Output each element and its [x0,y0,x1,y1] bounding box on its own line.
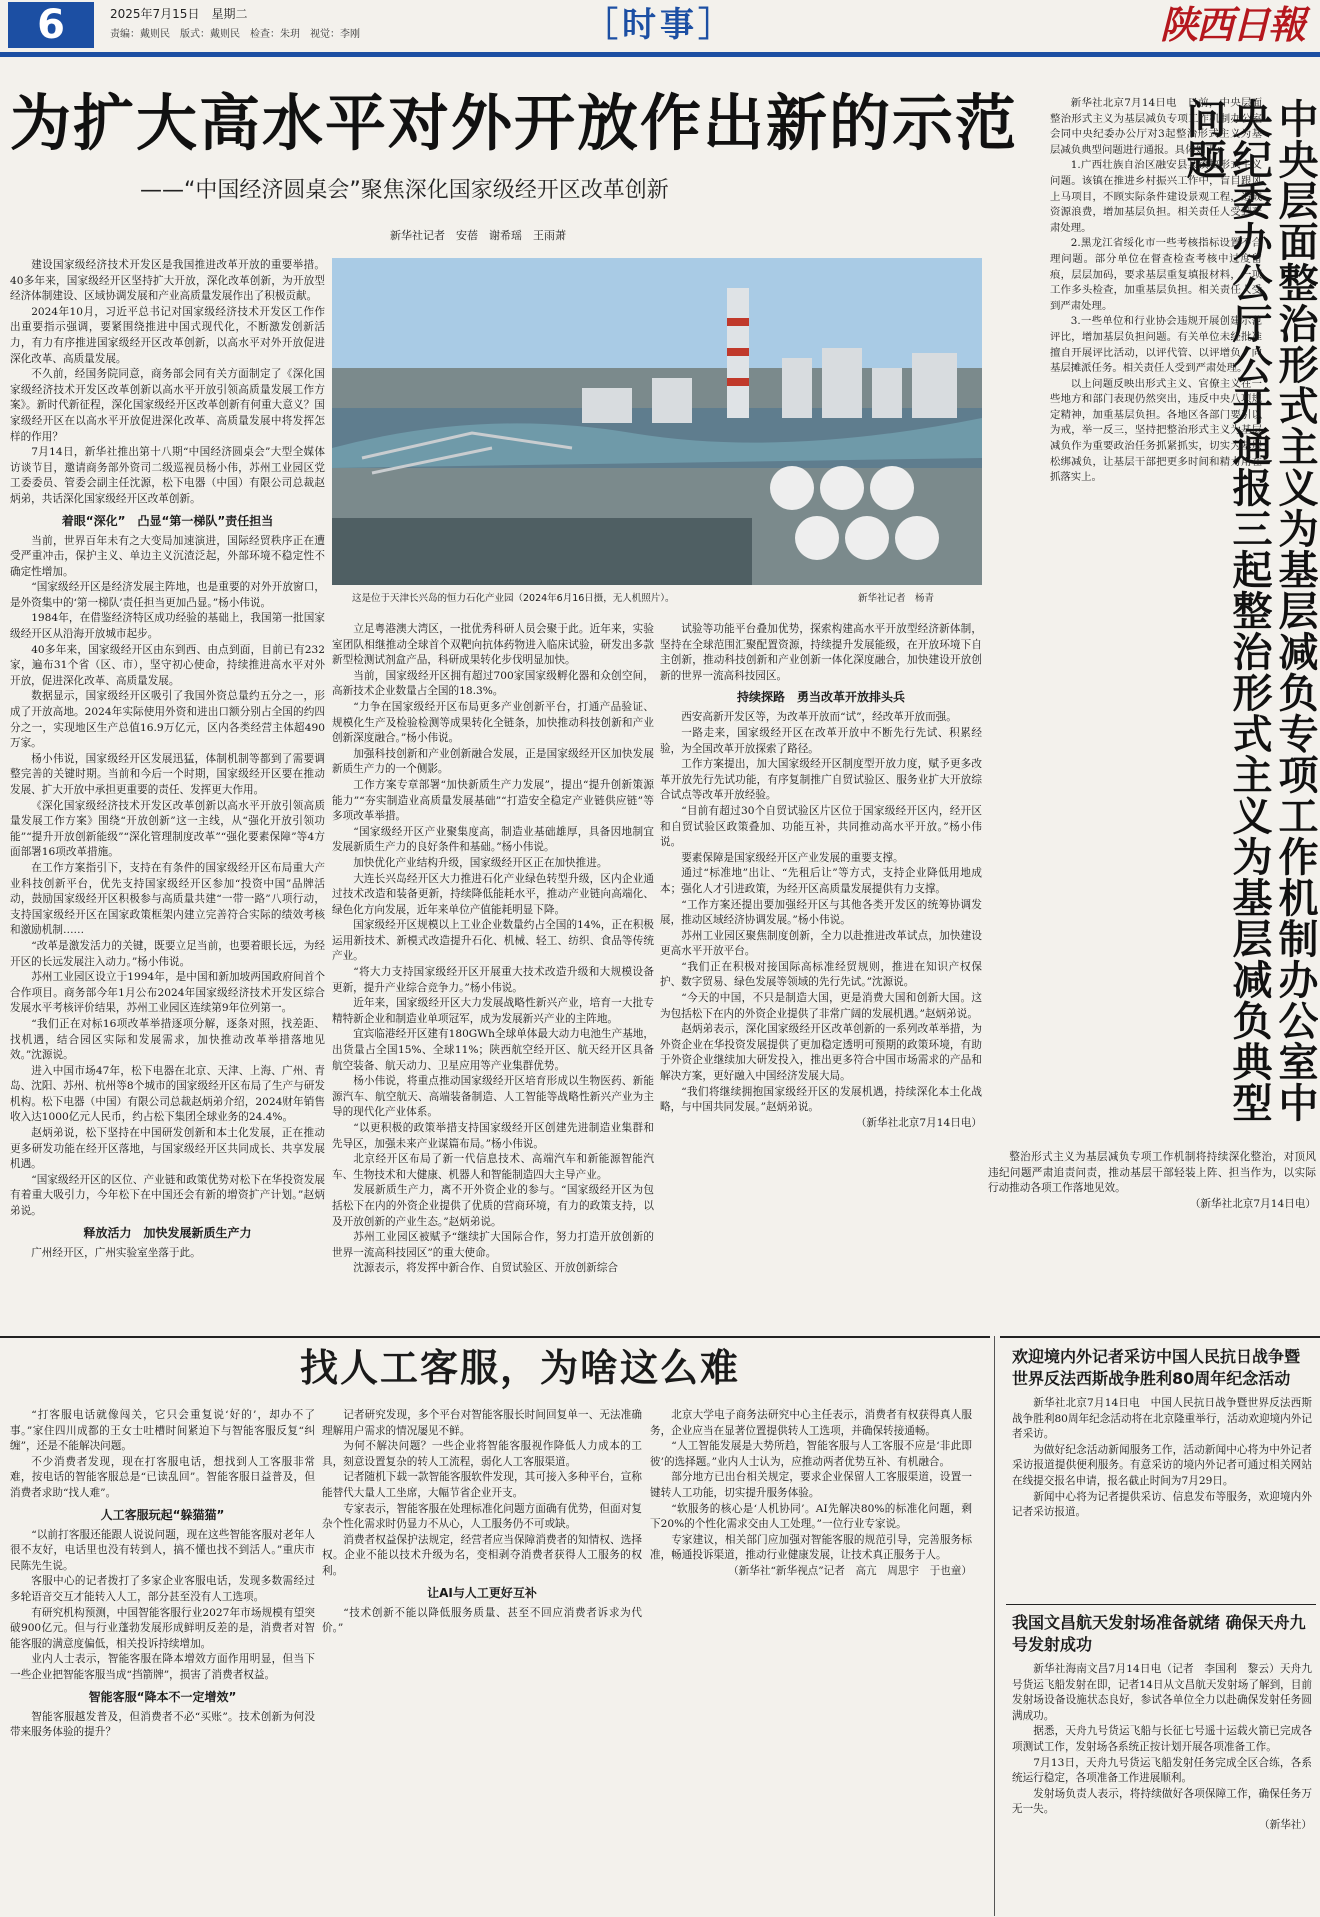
paragraph: 不久前，经国务院同意，商务部会同有关方面制定了《深化国家级经济技术开发区改革创新以高水平开放引领高质量发展工作方案》。新时代新征程，深化国家级经开区改革创新有何重大意义？国家级经开区在以高水平开放促进深化改革、高质量发展中将发挥怎样的作用？ [10,368,325,443]
lead-column-1 [10,258,325,1331]
paragraph: 试验等功能平台叠加优势，探索构建高水平开放型经济新体制，坚持在全球范围汇聚配置资源，持续提升发展能级，在开放环境下自主创新，推动科技创新和产业创新一体化深度融合，加快建设开放创新的世界一流高科技园区。 [660,623,982,682]
paragraph: “工作方案还提出要加强经开区与其他各类开发区的统筹协调发展，推动区域经济协调发展。”杨小伟说。 [660,898,982,927]
paragraph: 记者研究发现，多个平台对智能客服长时间回复单一、无法准确理解用户需求的情况屡见不鲜。 [322,1409,642,1437]
paragraph: “我们正在积极对接国际高标准经贸规则，推进在知识产权保护、数字贸易、绿色发展等领域的先行先试。”沈源说。 [660,960,982,989]
paragraph: 《深化国家级经济技术开发区改革创新以高水平开放引领高质量发展工作方案》围绕“开放创新”这一主线，从“强化开放引领功能”“提升开放创新能级”“深化管理制度改革”“强化要素保障”等4方面部署16项改革措施。 [10,799,325,859]
paragraph: 7月14日，新华社推出第十八期“中国经济圆桌会”大型全媒体访谈节目，邀请商务部外资司二级巡视员杨小伟，苏州工业园区党工委委员、管委会副主任沈源，松下电器（中国）有限公司总裁赵炳弟，共话深化国家级经开区改革创新。 [10,446,325,505]
subheading: 人工客服玩起“躲猫猫” [100,1507,225,1522]
paragraph: 杨小伟说，国家级经开区发展迅猛，体制机制等都到了需要调整完善的关键时期。当前和今后一个时期，国家级经开区要在推动发展、扩大开放中承担更重要的责任、发挥更大作用。 [10,752,325,796]
paragraph: 发射场负责人表示，将持续做好各项保障工作，确保任务万无一失。 [1012,1787,1312,1816]
paragraph: 7月13日，天舟九号货运飞船发射任务完成全区合练，各系统运行稳定，各项准备工作进展顺利。 [1012,1756,1312,1785]
paragraph: “以前打客服还能跟人说说问题，现在这些智能客服对老年人很不友好，电话里也没有转到人，搞不懂也找不到活人。”重庆市民陈先生说。 [10,1528,315,1572]
paragraph: “力争在国家级经开区布局更多产业创新平台，打通产品验证、规模化生产及检验检测等成果转化全链条，加快推动科技创新和产业创新深度融合。”杨小伟说。 [332,700,654,745]
photo-credit: 新华社记者 杨青 [858,593,935,604]
paragraph: 整治形式主义为基层减负专项工作机制将持续深化整治，对顶风违纪问题严肃追责问责，推动基层干部轻装上阵、担当作为，以实际行动推动各项工作落地见效。 [988,1151,1316,1195]
paragraph: “我们将继续拥抱国家级经开区的发展机遇，持续深化本土化战略，与中国共同发展。”赵炳弟说。 [660,1085,982,1114]
subheading: 持续探路 勇当改革开放排头兵 [736,690,905,705]
paragraph: 记者随机下载一款智能客服软件发现，其可接入多种平台，宣称能替代大量人工坐席，大幅节省企业开支。 [322,1471,642,1499]
paragraph: “软服务的核心是‘人机协同’。AI先解决80%的标准化问题，剩下20%的个性化需求交由人工处理。”一位行业专家说。 [650,1502,972,1531]
paragraph: 新华社北京7月14日电 日前，中央层面整治形式主义为基层减负专项工作机制办公室会同中央纪委办公厅对3起整治形式主义为基层减负典型问题进行通报。具体如下： [1050,97,1262,156]
paragraph: 加强科技创新和产业创新融合发展，正是国家级经开区加快发展新质生产力的一个侧影。 [332,747,654,776]
end-credit: （新华社北京7月14日电） [1189,1197,1316,1210]
paragraph: 沈源表示，将发挥中新合作、自贸试验区、开放创新综合 [353,1262,619,1275]
editors-line: 责编：戴则民 版式：戴则民 检查：朱玥 视觉：李刚 [110,29,360,40]
paragraph: “国家级经开区产业聚集度高，制造业基础雄厚，具备因地制宜发展新质生产力的良好条件和基础。”杨小伟说。 [332,825,654,854]
paragraph: 建设国家级经济技术开发区是我国推进改革开放的重要举措。40多年来，国家级经开区坚持扩大开放，深化改革创新，为开放型经济体制建设、区域协调发展和产业高质量发展作出了积极贡献。 [10,259,325,303]
paragraph: 专家表示，智能客服在处理标准化问题方面确有优势，但面对复杂个性化需求时仍显力不从心，人工服务仍不可或缺。 [322,1502,642,1531]
paragraph: 部分地方已出台相关规定，要求企业保留人工客服渠道，设置一键转人工功能，切实提升服务体验。 [650,1471,972,1499]
lead-byline: 新华社记者 安蓓 谢希瑶 王雨萧 [390,229,566,242]
paragraph: 北京经开区布局了新一代信息技术、高端汽车和新能源智能汽车、生物技术和大健康、机器人和智能制造四大主导产业。 [332,1153,654,1181]
paragraph: 苏州工业园区设立于1994年，是中国和新加坡两国政府间首个合作项目。商务部今年1月公布2024年国家级经济技术开发区综合发展水平考核评价结果，苏州工业园区连续第9年位列第一。 [10,971,325,1015]
paragraph: 据悉，天舟九号货运飞船与长征七号遥十运载火箭已完成各项测试工作，发射场各系统正按计划开展各项准备工作。 [1012,1725,1312,1753]
paragraph: 工作方案专章部署“加快新质生产力发展”，提出“提升创新策源能力”“夯实制造业高质量发展基础”“打造安全稳定产业链供应链”等多项改革举措。 [332,778,654,823]
paragraph: 北京大学电子商务法研究中心主任表示，消费者有权获得真人服务，企业应当在显著位置提供转人工选项，并确保转接通畅。 [650,1409,972,1437]
column-divider [994,1336,995,1916]
paragraph: 当前，世界百年未有之大变局加速演进，国际经贸秩序正在遭受严重冲击，保护主义、单边主义沉渣泛起，外部环境不稳定性不确定性增加。 [10,534,325,578]
paragraph: 2024年10月，习近平总书记对国家级经济技术开发区工作作出重要指示强调，要紧围绕推进中国式现代化，不断激发创新活力，有力有序推进国家级经开区改革创新，以高水平对外开放促进深化改革、高质量发展。 [10,305,325,365]
newspaper-logo: 陕西日報 [1160,2,1305,47]
paragraph: 立足粤港澳大湾区，一批优秀科研人员会聚于此。近年来，实验室团队相继推动全球首个双靶向抗体药物进入临床试验，研发出多款新型检测试剂盒产品，科研成果转化步伐明显加快。 [332,623,654,667]
paragraph: 近年来，国家级经开区大力发展战略性新兴产业，培育一大批专精特新企业和制造业单项冠军，成为发展新兴产业的主阵地。 [332,997,654,1025]
photo-caption: 这是位于天津长兴岛的恒力石化产业园（2024年6月16日摄，无人机照片）。 [352,593,675,604]
paragraph: 1984年，在借鉴经济特区成功经验的基础上，我国第一批国家级经开区从沿海开放城市起步。 [10,612,325,641]
story2-column-1 [10,1408,315,1913]
lead-headline: 为扩大高水平对外开放作出新的示范 [10,88,1019,159]
section-divider [0,1336,990,1338]
story3-body [1012,1396,1312,1606]
paragraph: 一路走来，国家级经开区在改革开放中不断先行先试、积累经验，为全国改革开放探索了路径。 [660,726,982,755]
story2-column-2 [322,1408,642,1913]
masthead-rule [0,52,1320,57]
story2-headline: 找人工客服，为啥这么难 [299,1346,740,1390]
lead-subhead: ——“中国经济圆桌会”聚焦深化国家级经开区改革创新 [140,178,669,203]
paragraph: 杨小伟说，将重点推动国家级经开区培育形成以生物医药、新能源汽车、航空航天、高端装备制造、人工智能等战略性新兴产业为主导的现代化产业体系。 [332,1075,654,1119]
paragraph: 40多年来，国家级经开区由东到西、由点到面，目前已有232家，遍布31个省（区、市），坚守初心使命，持续推进高水平对外开放，促进深化改革、高质量发展。 [10,643,325,687]
date-line: 2025年7月15日 星期二 [110,7,248,21]
paragraph: 西安高新开发区等，为改革开放而“试”，经改革开放而强。 [681,711,957,724]
lead-photo [332,258,982,585]
paragraph: 3.一些单位和行业协会违规开展创建示范评比，增加基层负担问题。有关单位未经批准擅自开展评比活动，以评代管、以评增负，向基层摊派任务。相关责任人受到严肃处理。 [1050,315,1262,375]
paragraph: 在工作方案指引下，支持在有条件的国家级经开区布局重大产业科技创新平台，优先支持国家级经开区参加“投资中国”品牌活动，鼓励国家级经开区积极参与高质量共建“一带一路”八项行动，支持国家级经开区在国家政策框架内建立完善符合实际的绩效考核和激励机制…… [10,861,325,937]
end-credit: （新华社“新华视点”记者 高亢 周思宇 于也童） [728,1564,972,1577]
paragraph: “我们正在对标16项改革举措逐项分解，逐条对照，找差距、找机遇，结合园区实际和发展需求，加快推动改革举措落地见效。”沈源说。 [10,1017,325,1062]
paragraph: 进入中国市场47年，松下电器在北京、天津、上海、广州、青岛、沈阳、苏州、杭州等8个城市的国家级经开区布局了生产与研发机构。松下电器（中国）有限公司总裁赵炳弟介绍，2024财年销售收入达1000亿元人民币，约占松下集团全球业务的24.4%。 [10,1064,325,1124]
paragraph: 为做好纪念活动新闻服务工作，活动新闻中心将为中外记者采访报道提供便利服务。有意采访的境内外记者可通过相关网站在线提交报名申请，报名截止时间为7月29日。 [1012,1443,1312,1487]
sidebar-body [1050,96,1262,1154]
paragraph: 1.广西壮族自治区融安县某镇搞形式主义问题。该镇在推进乡村振兴工作中，盲目跟风上马项目，不顾实际条件建设景观工程，造成资源浪费，增加基层负担。相关责任人受到严肃处理。 [1050,159,1262,234]
story4-headline: 我国文昌航天发射场准备就绪 确保天舟九号发射成功 [1012,1613,1306,1654]
paragraph: 当前，国家级经开区拥有超过700家国家级孵化器和众创空间，高新技术企业数量占全国的18.3%。 [332,669,654,698]
section-title: ［时事］ [584,5,736,45]
subheading: 智能客服“降本不一定增效” [88,1689,237,1704]
subheading: 让AI与人工更好互补 [427,1585,537,1600]
paragraph: 宜宾临港经开区建有180GWh全球单体最大动力电池生产基地，出货量占全国15%、全球11%；陕西航空经开区、航天经开区具备航空装备、航天动力、卫星应用等产业集群优势。 [332,1028,654,1072]
paragraph: 新闻中心将为记者提供采访、信息发布等服务，欢迎境内外记者采访报道。 [1012,1490,1312,1519]
paragraph: 苏州工业园区被赋予“继续扩大国际合作，努力打造开放创新的世界一流高科技园区”的重大使命。 [332,1231,654,1259]
paragraph: 以上问题反映出形式主义、官僚主义在一些地方和部门表现仍然突出，违反中央八项规定精神，加重基层负担。各地区各部门要引以为戒，举一反三，坚持把整治形式主义为基层减负作为重要政治任务抓紧抓实，切实为基层松绑减负，让基层干部把更多时间和精力用在抓落实上。 [1050,377,1262,484]
paragraph: “以更积极的政策举措支持国家级经开区创建先进制造业集群和先导区，加强未来产业谋篇布局。”杨小伟说。 [332,1122,654,1150]
paragraph: 有研究机构预测，中国智能客服行业2027年市场规模有望突破900亿元。但与行业蓬勃发展形成鲜明反差的是，消费者对智能客服的满意度偏低，相关投诉持续增加。 [10,1606,315,1650]
sidebar-headline: 中央层面整治形式主义为基层减负专项工作机制办公室中央纪委办公厅公开通报三起整治形式主义为基层减负典型问题 [1180,98,1318,1123]
paragraph: 不少消费者发现，现在打客服电话，想找到人工客服非常难，按电话的智能客服总是“已读乱回”。智能客服日益普及，但消费者求助“找人难”。 [10,1455,315,1499]
paragraph: 国家级经开区规模以上工业企业数量约占全国的14%，正在积极运用新技术、新模式改造提升石化、机械、轻工、纺织、食品等传统产业。 [332,919,654,963]
paragraph: 苏州工业园区聚焦制度创新，全力以赴推进改革试点，加快建设更高水平开放平台。 [660,929,982,958]
paragraph: “技术创新不能以降低服务质量、甚至不回应消费者诉求为代价。” [322,1606,642,1635]
story4-body [1012,1662,1312,1914]
paragraph: 工作方案提出，加大国家级经开区制度型开放力度，赋予更多改革开放先行先试功能，有序复制推广自贸试验区、服务业扩大开放综合试点等改革开放经验。 [660,758,982,802]
paragraph: 智能客服越发普及，但消费者不必“买账”。技术创新为何没带来服务体验的提升？ [10,1710,315,1739]
petrochemical-park-illustration [332,258,982,585]
paragraph: 赵炳弟说，松下坚持在中国研发创新和本土化发展，正在推动更多研发功能在经开区落地，与国家级经开区共同成长、共享发展机遇。 [10,1127,325,1171]
paragraph: 发展新质生产力，离不开外资企业的参与。“国家级经开区为包括松下在内的外资企业提供了优质的营商环境，有力的政策支持，以及开放创新的产业生态。”赵炳弟说。 [332,1184,654,1228]
paragraph: “改革是激发活力的关键，既要立足当前，也要着眼长远，为经开区的长远发展注入动力。”杨小伟说。 [10,939,325,968]
paragraph: 新华社海南文昌7月14日电（记者 李国利 黎云）天舟九号货运飞船发射在即，记者14日从文昌航天发射场了解到，目前发射场设备设施状态良好，参试各单位全力以赴确保发射任务圆满成功。 [1012,1663,1312,1722]
lead-column-3 [660,622,982,1331]
section-divider [1000,1336,1320,1338]
paragraph: “今天的中国，不只是制造大国，更是消费大国和创新大国。这为包括松下在内的外资企业提供了非常广阔的发展机遇。”赵炳弟说。 [660,992,982,1020]
paragraph: 客服中心的记者拨打了多家企业客服电话，发现多数需经过多轮语音交互才能转入人工，部分甚至没有人工选项。 [10,1575,315,1603]
paragraph: 要素保障是国家级经开区产业发展的重要支撑。 [681,851,904,864]
paragraph: 广州经开区，广州实验室坐落于此。 [31,1246,201,1259]
paragraph: “人工智能发展是大势所趋，智能客服与人工客服不应是‘非此即彼’的选择题。”业内人士认为，应推动两者优势互补、有机融合。 [650,1440,972,1468]
end-credit: （新华社） [1259,1818,1312,1831]
subheading: 着眼“深化” 凸显“第一梯队”责任担当 [61,513,274,528]
story3-headline: 欢迎境内外记者采访中国人民抗日战争暨世界反法西斯战争胜利80周年纪念活动 [1012,1347,1301,1388]
paragraph: 大连长兴岛经开区大力推进石化产业绿色转型升级，区内企业通过技术改造和装备更新，持续降低能耗水平，推动产业链向高端化、绿色化方向发展，近年来单位产值能耗明显下降。 [332,872,654,916]
paragraph: 赵炳弟表示，深化国家级经开区改革创新的一系列改革举措，为外资企业在华投资发展提供了更加稳定透明可预期的政策环境，有助于外资企业继续加大研发投入，推出更多符合中国市场需求的产品和解决方案，更好融入中国经济发展大局。 [660,1023,982,1083]
page-number: 6 [8,2,94,48]
paragraph: “打客服电话就像闯关，它只会重复说‘好的’，却办不了事。”家住四川成都的王女士吐槽时间紧迫下与智能客服反复“纠缠”，还是不能解决问题。 [10,1409,315,1453]
paragraph: “国家级经开区是经济发展主阵地，也是重要的对外开放窗口，是外资集中的‘第一梯队’责任担当更加凸显。”杨小伟说。 [10,581,325,609]
end-credit: （新华社北京7月14日电） [855,1116,982,1129]
paragraph: 2.黑龙江省绥化市一些考核指标设置不合理问题。部分单位在督查检查考核中过度留痕，层层加码，要求基层重复填报材料，一项工作多头检查，加重基层负担。相关责任人受到严肃处理。 [1050,237,1262,312]
paragraph: “国家级经开区的区位、产业链和政策优势对松下在华投资发展有着重大吸引力，今年松下在中国还会有新的增资扩产计划。”赵炳弟说。 [10,1173,325,1218]
paragraph: 消费者权益保护法规定，经营者应当保障消费者的知情权、选择权。企业不能以技术升级为名，变相剥夺消费者获得人工服务的权利。 [322,1533,642,1577]
subheading: 释放活力 加快发展新质生产力 [83,1225,252,1240]
paragraph: 为何不解决问题？一些企业将智能客服视作降低人力成本的工具，刻意设置复杂的转人工流程，弱化人工客服渠道。 [322,1440,642,1468]
paragraph: 新华社北京7月14日电 中国人民抗日战争暨世界反法西斯战争胜利80周年纪念活动将在北京隆重举行，活动欢迎境内外记者采访。 [1012,1397,1312,1441]
lead-column-2 [332,622,654,1331]
story2-column-3 [650,1408,972,1913]
sidebar-body-lower [988,1150,1316,1331]
paragraph: 业内人士表示，智能客服在降本增效方面作用明显，但当下一些企业把智能客服当成“挡箭牌”，损害了消费者权益。 [10,1653,315,1681]
paragraph: “目前有超过30个自贸试验区片区位于国家级经开区内，经开区和自贸试验区政策叠加、功能互补，共同推动高水平开放。”杨小伟说。 [660,804,982,849]
paragraph: “将大力支持国家级经开区开展重大技术改造升级和大规模设备更新，提升产业综合竞争力。”杨小伟说。 [332,966,654,994]
paragraph: 加快优化产业结构升级，国家级经开区正在加快推进。 [353,856,608,869]
paragraph: 专家建议，相关部门应加强对智能客服的规范引导，完善服务标准，畅通投诉渠道，推动行业健康发展，让技术真正服务于人。 [650,1533,972,1562]
paragraph: 数据显示，国家级经开区吸引了我国外资总量约五分之一，形成了开放高地。2024年实际使用外资和进出口额分别占全国的约四分之一，实现地区生产总值16.9万亿元，区内各类经营主体超490万家。 [10,690,325,750]
paragraph: 通过“标准地”出让、“先租后让”等方式，支持企业降低用地成本；强化人才引进政策，为经开区高质量发展提供有力支撑。 [660,867,982,895]
